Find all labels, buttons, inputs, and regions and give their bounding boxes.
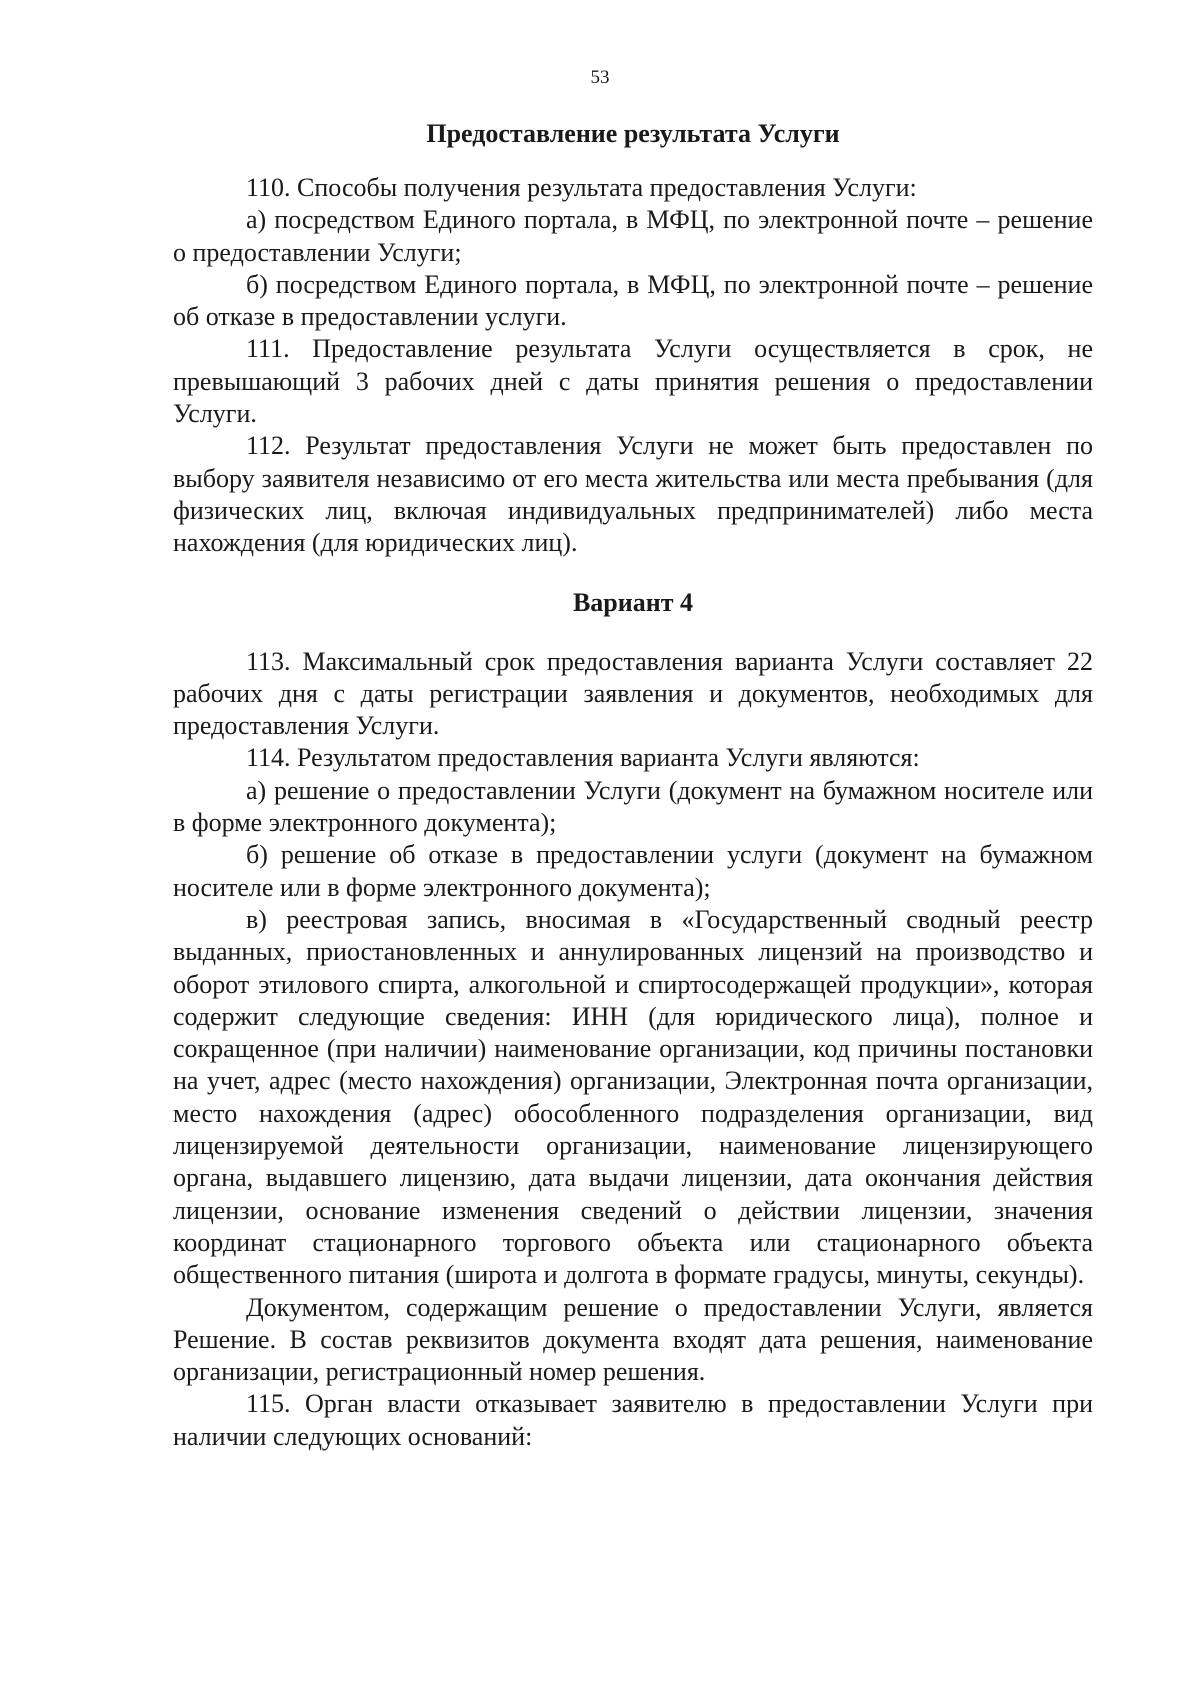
paragraph-110-b: б) посредством Единого портала, в МФЦ, по электронной почте – решение об отказе в предоставлении услуги. xyxy=(173,269,1093,332)
page-number: 53 xyxy=(590,67,610,88)
paragraph-114-v: в) реестровая запись, вносимая в «Государственный сводный реестр выданных, приостановленных и аннулированных лицензий на производство и оборот этилового спирта, алкогольной и спиртосодержащей продукции», которая содержит следующие сведения: ИНН (для юридического лица), полное и сокращенное (при наличии) наименование организации, код причины постановки на учет, адрес (место нахождения) организации, Электронная почта организации, место нахождения (адрес) обособленного подразделения организации, вид лицензируемой деятельности организации, наименование лицензирующего органа, выдавшего лицензию, дата выдачи лицензии, дата окончания действия лицензии, основание изменения сведений о действии лицензии, значения координат стационарного торгового объекта или стационарного объекта общественного питания (широта и долгота в формате градусы, минуты, секунды). xyxy=(173,904,1093,1290)
paragraph-114: 114. Результатом предоставления варианта Услуги являются: xyxy=(246,743,920,773)
section-title-result: Предоставление результата Услуги xyxy=(426,119,840,148)
paragraph-115: 115. Орган власти отказывает заявителю в предоставлении Услуги при наличии следующих оснований: xyxy=(173,1389,1093,1451)
page-content xyxy=(173,118,1093,1453)
paragraph-114-a: а) решение о предоставлении Услуги (документ на бумажном носителе или в форме электронного документа); xyxy=(173,775,1093,838)
paragraph-113: 113. Максимальный срок предоставления варианта Услуги составляет 22 рабочих дня с даты регистрации заявления и документов, необходимых для предоставления Услуги. xyxy=(173,646,1093,741)
paragraph-decision-document: Документом, содержащим решение о предоставлении Услуги, является Решение. В состав реквизитов документа входят дата решения, наименование организации, регистрационный номер решения. xyxy=(173,1292,1093,1387)
paragraph-110: 110. Способы получения результата предоставления Услуги: xyxy=(246,173,917,202)
section-title-variant-4: Вариант 4 xyxy=(572,587,694,617)
paragraph-114-b: б) решение об отказе в предоставлении услуги (документ на бумажном носителе или в форме электронного документа); xyxy=(173,840,1093,902)
paragraph-110-a: а) посредством Единого портала, в МФЦ, по электронной почте – решение о предоставлении Услуги; xyxy=(173,205,1093,267)
paragraph-112: 112. Результат предоставления Услуги не может быть предоставлен по выбору заявителя независимо от его места жительства или места пребывания (для физических лиц, включая индивидуальных предпринимателей) либо места нахождения (для юридических лиц). xyxy=(173,431,1093,558)
paragraph-111: 111. Предоставление результата Услуги осуществляется в срок, не превышающий 3 рабочих дней с даты принятия решения о предоставлении Услуги. xyxy=(173,334,1093,429)
